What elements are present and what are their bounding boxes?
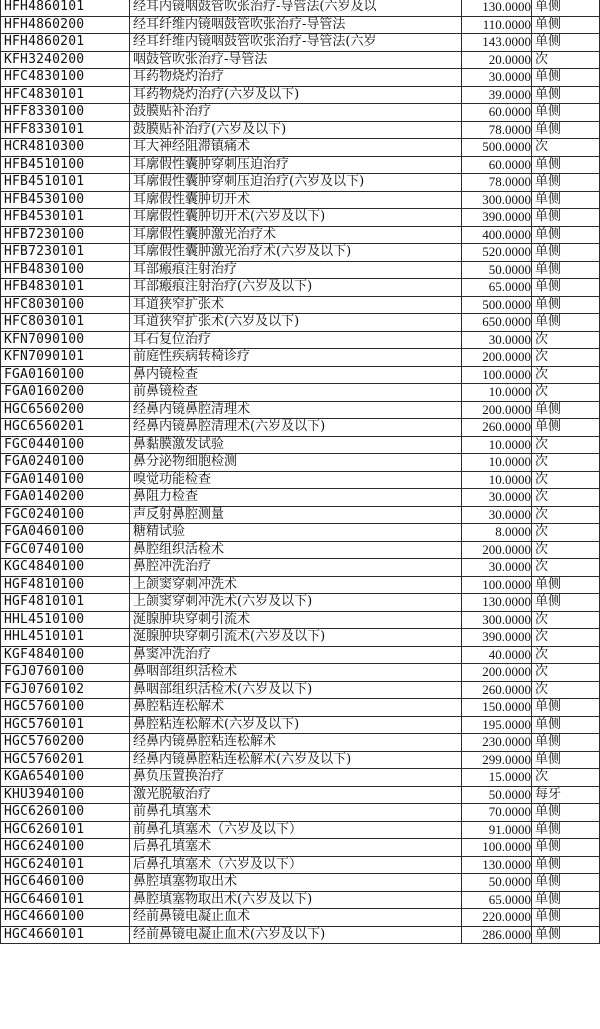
table-row — [1, 786, 600, 804]
item-name-cell: 耳部瘢痕注射治疗(六岁及以下) — [130, 279, 462, 297]
unit-cell: 单侧 — [532, 699, 600, 717]
table-row — [1, 314, 600, 332]
item-code-cell: FGA0460100 — [1, 524, 130, 542]
price-cell: 390.0000 — [462, 209, 532, 227]
item-name-cell: 涎腺肿块穿刺引流术(六岁及以下) — [130, 629, 462, 647]
price-cell: 15.0000 — [462, 769, 532, 787]
table-row — [1, 541, 600, 559]
item-code-cell: HGC6560201 — [1, 419, 130, 437]
table-row — [1, 349, 600, 367]
price-cell: 30.0000 — [462, 559, 532, 577]
unit-cell: 次 — [532, 611, 600, 629]
table-row — [1, 51, 600, 69]
item-code-cell: HGC5760200 — [1, 734, 130, 752]
item-name-cell: 经鼻内镜鼻腔清理术(六岁及以下) — [130, 419, 462, 437]
item-name-cell: 耳大神经阻滞镇痛术 — [130, 139, 462, 157]
table-row — [1, 401, 600, 419]
item-code-cell: KFN7090100 — [1, 331, 130, 349]
table-row — [1, 419, 600, 437]
unit-cell: 单侧 — [532, 821, 600, 839]
item-code-cell: HFB4530100 — [1, 191, 130, 209]
table-row — [1, 209, 600, 227]
unit-cell: 单侧 — [532, 296, 600, 314]
item-name-cell: 鼻咽部组织活检术 — [130, 664, 462, 682]
item-code-cell: FGJ0760102 — [1, 681, 130, 699]
item-name-cell: 鼻腔组织活检术 — [130, 541, 462, 559]
price-cell: 78.0000 — [462, 121, 532, 139]
table-row — [1, 366, 600, 384]
price-cell: 300.0000 — [462, 611, 532, 629]
item-code-cell: HFH4860200 — [1, 16, 130, 34]
item-code-cell: HGC4660101 — [1, 926, 130, 944]
price-cell: 30.0000 — [462, 489, 532, 507]
price-cell: 50.0000 — [462, 786, 532, 804]
table-row — [1, 296, 600, 314]
item-code-cell: HFB7230100 — [1, 226, 130, 244]
price-cell: 60.0000 — [462, 156, 532, 174]
price-cell: 220.0000 — [462, 909, 532, 927]
item-name-cell: 耳药物烧灼治疗 — [130, 69, 462, 87]
price-cell: 500.0000 — [462, 296, 532, 314]
item-code-cell: FGA0160200 — [1, 384, 130, 402]
item-code-cell: HGC5760201 — [1, 751, 130, 769]
price-cell: 130.0000 — [462, 0, 532, 16]
table-row — [1, 594, 600, 612]
price-cell: 91.0000 — [462, 821, 532, 839]
table-row — [1, 821, 600, 839]
unit-cell: 次 — [532, 629, 600, 647]
table-row — [1, 331, 600, 349]
price-cell: 299.0000 — [462, 751, 532, 769]
item-code-cell: KGA6540100 — [1, 769, 130, 787]
table-row — [1, 226, 600, 244]
table-row — [1, 524, 600, 542]
item-name-cell: 前鼻镜检查 — [130, 384, 462, 402]
unit-cell: 单侧 — [532, 209, 600, 227]
table-row — [1, 646, 600, 664]
item-code-cell: HFC8030101 — [1, 314, 130, 332]
price-cell: 500.0000 — [462, 139, 532, 157]
item-code-cell: HGC6260101 — [1, 821, 130, 839]
item-code-cell: FGC0740100 — [1, 541, 130, 559]
item-name-cell: 鼻腔粘连松解术 — [130, 699, 462, 717]
item-name-cell: 激光脱敏治疗 — [130, 786, 462, 804]
item-code-cell: FGA0240100 — [1, 454, 130, 472]
price-cell: 130.0000 — [462, 856, 532, 874]
item-code-cell: HFH4860101 — [1, 0, 130, 16]
item-code-cell: FGJ0760100 — [1, 664, 130, 682]
table-row — [1, 891, 600, 909]
table-row — [1, 856, 600, 874]
item-name-cell: 上颌窦穿刺冲洗术 — [130, 576, 462, 594]
price-cell: 200.0000 — [462, 401, 532, 419]
unit-cell: 单侧 — [532, 104, 600, 122]
price-cell: 30.0000 — [462, 69, 532, 87]
item-code-cell: HGC6460100 — [1, 874, 130, 892]
unit-cell: 单侧 — [532, 156, 600, 174]
item-name-cell: 鼻黏膜激发试验 — [130, 436, 462, 454]
item-code-cell: HFB4510100 — [1, 156, 130, 174]
item-name-cell: 耳廓假性囊肿激光治疗术(六岁及以下) — [130, 244, 462, 262]
item-code-cell: FGC0440100 — [1, 436, 130, 454]
table-row — [1, 454, 600, 472]
item-code-cell: HFB4530101 — [1, 209, 130, 227]
unit-cell: 单侧 — [532, 856, 600, 874]
item-code-cell: HGC6260100 — [1, 804, 130, 822]
price-cell: 300.0000 — [462, 191, 532, 209]
price-cell: 200.0000 — [462, 664, 532, 682]
item-code-cell: HFC8030100 — [1, 296, 130, 314]
price-cell: 390.0000 — [462, 629, 532, 647]
unit-cell: 单侧 — [532, 734, 600, 752]
item-name-cell: 鼓膜贴补治疗 — [130, 104, 462, 122]
unit-cell: 次 — [532, 436, 600, 454]
unit-cell: 单侧 — [532, 244, 600, 262]
unit-cell: 次 — [532, 384, 600, 402]
item-name-cell: 鼻腔冲洗治疗 — [130, 559, 462, 577]
table-row — [1, 174, 600, 192]
item-name-cell: 前鼻孔填塞术 — [130, 804, 462, 822]
price-cell: 200.0000 — [462, 541, 532, 559]
price-cell: 65.0000 — [462, 891, 532, 909]
unit-cell: 单侧 — [532, 16, 600, 34]
table-body — [1, 0, 600, 944]
table-row — [1, 751, 600, 769]
price-cell: 10.0000 — [462, 454, 532, 472]
unit-cell: 单侧 — [532, 716, 600, 734]
item-name-cell: 经鼻内镜鼻腔清理术 — [130, 401, 462, 419]
item-code-cell: KFN7090101 — [1, 349, 130, 367]
price-cell: 130.0000 — [462, 594, 532, 612]
price-cell: 78.0000 — [462, 174, 532, 192]
price-cell: 30.0000 — [462, 331, 532, 349]
table-row — [1, 664, 600, 682]
table-row — [1, 716, 600, 734]
price-cell: 286.0000 — [462, 926, 532, 944]
table-row — [1, 489, 600, 507]
item-code-cell: HGC6240101 — [1, 856, 130, 874]
item-code-cell: HFC4830101 — [1, 86, 130, 104]
unit-cell: 单侧 — [532, 874, 600, 892]
item-name-cell: 经耳内镜咽鼓管吹张治疗-导管法(六岁及以 — [130, 0, 462, 16]
item-code-cell: FGA0140200 — [1, 489, 130, 507]
item-code-cell: HHL4510100 — [1, 611, 130, 629]
price-cell: 10.0000 — [462, 384, 532, 402]
table-row — [1, 926, 600, 944]
item-name-cell: 咽鼓管吹张治疗-导管法 — [130, 51, 462, 69]
table-row — [1, 0, 600, 16]
unit-cell: 次 — [532, 139, 600, 157]
item-name-cell: 耳廓假性囊肿切开术 — [130, 191, 462, 209]
unit-cell: 单侧 — [532, 226, 600, 244]
item-code-cell: KHU3940100 — [1, 786, 130, 804]
price-cell: 100.0000 — [462, 366, 532, 384]
item-code-cell: FGA0160100 — [1, 366, 130, 384]
item-code-cell: HGC5760101 — [1, 716, 130, 734]
item-code-cell: HFB7230101 — [1, 244, 130, 262]
unit-cell: 单侧 — [532, 0, 600, 16]
item-code-cell: HFB4830101 — [1, 279, 130, 297]
item-code-cell: HFC4830100 — [1, 69, 130, 87]
item-name-cell: 经耳纤维内镜咽鼓管吹张治疗-导管法 — [130, 16, 462, 34]
item-code-cell: HGC4660100 — [1, 909, 130, 927]
price-cell: 10.0000 — [462, 436, 532, 454]
price-cell: 150.0000 — [462, 699, 532, 717]
item-name-cell: 耳廓假性囊肿穿刺压迫治疗 — [130, 156, 462, 174]
table-row — [1, 191, 600, 209]
unit-cell: 次 — [532, 524, 600, 542]
item-name-cell: 耳部瘢痕注射治疗 — [130, 261, 462, 279]
item-code-cell: HFH4860201 — [1, 34, 130, 52]
item-code-cell: KGC4840100 — [1, 559, 130, 577]
unit-cell: 单侧 — [532, 279, 600, 297]
price-cell: 20.0000 — [462, 51, 532, 69]
item-name-cell: 嗅觉功能检查 — [130, 471, 462, 489]
unit-cell: 次 — [532, 51, 600, 69]
unit-cell: 单侧 — [532, 261, 600, 279]
item-name-cell: 耳药物烧灼治疗(六岁及以下) — [130, 86, 462, 104]
price-cell: 70.0000 — [462, 804, 532, 822]
price-cell: 50.0000 — [462, 261, 532, 279]
table-row — [1, 121, 600, 139]
item-name-cell: 鼻腔填塞物取出术(六岁及以下) — [130, 891, 462, 909]
price-cell: 110.0000 — [462, 16, 532, 34]
table-row — [1, 104, 600, 122]
table-row — [1, 681, 600, 699]
item-code-cell: HFB4830100 — [1, 261, 130, 279]
unit-cell: 单侧 — [532, 891, 600, 909]
price-cell: 8.0000 — [462, 524, 532, 542]
item-name-cell: 经耳纤维内镜咽鼓管吹张治疗-导管法(六岁 — [130, 34, 462, 52]
item-code-cell: FGA0140100 — [1, 471, 130, 489]
item-name-cell: 鼻负压置换治疗 — [130, 769, 462, 787]
unit-cell: 次 — [532, 366, 600, 384]
unit-cell: 次 — [532, 559, 600, 577]
unit-cell: 单侧 — [532, 839, 600, 857]
item-name-cell: 经鼻内镜鼻腔粘连松解术(六岁及以下) — [130, 751, 462, 769]
unit-cell: 次 — [532, 454, 600, 472]
unit-cell: 次 — [532, 471, 600, 489]
unit-cell: 次 — [532, 541, 600, 559]
item-code-cell: HFF8330100 — [1, 104, 130, 122]
item-name-cell: 声反射鼻腔测量 — [130, 506, 462, 524]
price-cell: 39.0000 — [462, 86, 532, 104]
price-cell: 230.0000 — [462, 734, 532, 752]
item-name-cell: 鼓膜贴补治疗(六岁及以下) — [130, 121, 462, 139]
price-cell: 60.0000 — [462, 104, 532, 122]
item-code-cell: HCR4810300 — [1, 139, 130, 157]
table-row — [1, 34, 600, 52]
unit-cell: 单侧 — [532, 34, 600, 52]
unit-cell: 单侧 — [532, 804, 600, 822]
table-row — [1, 611, 600, 629]
item-code-cell: KFH3240200 — [1, 51, 130, 69]
price-cell: 260.0000 — [462, 681, 532, 699]
item-name-cell: 经前鼻镜电凝止血术(六岁及以下) — [130, 926, 462, 944]
unit-cell: 次 — [532, 681, 600, 699]
item-name-cell: 耳廓假性囊肿切开术(六岁及以下) — [130, 209, 462, 227]
item-name-cell: 后鼻孔填塞术（六岁及以下） — [130, 856, 462, 874]
price-cell: 520.0000 — [462, 244, 532, 262]
unit-cell: 单侧 — [532, 401, 600, 419]
item-code-cell: HGC5760100 — [1, 699, 130, 717]
unit-cell: 单侧 — [532, 909, 600, 927]
table-row — [1, 576, 600, 594]
item-name-cell: 耳廓假性囊肿激光治疗术 — [130, 226, 462, 244]
item-code-cell: HGC6560200 — [1, 401, 130, 419]
unit-cell: 单侧 — [532, 191, 600, 209]
table-row — [1, 436, 600, 454]
unit-cell: 单侧 — [532, 926, 600, 944]
price-cell: 10.0000 — [462, 471, 532, 489]
unit-cell: 次 — [532, 349, 600, 367]
table-row — [1, 874, 600, 892]
price-cell: 650.0000 — [462, 314, 532, 332]
unit-cell: 单侧 — [532, 594, 600, 612]
unit-cell: 单侧 — [532, 69, 600, 87]
price-cell: 143.0000 — [462, 34, 532, 52]
item-name-cell: 前庭性疾病转椅诊疗 — [130, 349, 462, 367]
table-row — [1, 699, 600, 717]
price-cell: 400.0000 — [462, 226, 532, 244]
item-name-cell: 鼻内镜检查 — [130, 366, 462, 384]
table-row — [1, 559, 600, 577]
unit-cell: 单侧 — [532, 751, 600, 769]
table-row — [1, 244, 600, 262]
item-name-cell: 鼻腔填塞物取出术 — [130, 874, 462, 892]
table-row — [1, 769, 600, 787]
item-name-cell: 经鼻内镜鼻腔粘连松解术 — [130, 734, 462, 752]
table-row — [1, 734, 600, 752]
item-code-cell: FGC0240100 — [1, 506, 130, 524]
table-row — [1, 804, 600, 822]
item-name-cell: 耳道狭窄扩张术 — [130, 296, 462, 314]
item-name-cell: 鼻阻力检查 — [130, 489, 462, 507]
unit-cell: 次 — [532, 664, 600, 682]
price-cell: 195.0000 — [462, 716, 532, 734]
item-name-cell: 耳道狭窄扩张术(六岁及以下) — [130, 314, 462, 332]
price-cell: 50.0000 — [462, 874, 532, 892]
item-name-cell: 耳廓假性囊肿穿刺压迫治疗(六岁及以下) — [130, 174, 462, 192]
item-name-cell: 耳石复位治疗 — [130, 331, 462, 349]
item-name-cell: 经前鼻镜电凝止血术 — [130, 909, 462, 927]
item-name-cell: 前鼻孔填塞术（六岁及以下） — [130, 821, 462, 839]
price-cell: 260.0000 — [462, 419, 532, 437]
item-name-cell: 后鼻孔填塞术 — [130, 839, 462, 857]
unit-cell: 次 — [532, 331, 600, 349]
table-row — [1, 261, 600, 279]
table-row — [1, 69, 600, 87]
table-row — [1, 139, 600, 157]
table-row — [1, 156, 600, 174]
item-name-cell: 鼻咽部组织活检术(六岁及以下) — [130, 681, 462, 699]
table-row — [1, 86, 600, 104]
table-row — [1, 279, 600, 297]
item-name-cell: 鼻分泌物细胞检测 — [130, 454, 462, 472]
unit-cell: 单侧 — [532, 419, 600, 437]
unit-cell: 单侧 — [532, 174, 600, 192]
item-name-cell: 鼻窦冲洗治疗 — [130, 646, 462, 664]
table-row — [1, 839, 600, 857]
item-code-cell: HGF4810100 — [1, 576, 130, 594]
price-cell: 100.0000 — [462, 839, 532, 857]
table-row — [1, 471, 600, 489]
item-code-cell: KGF4840100 — [1, 646, 130, 664]
table-row — [1, 16, 600, 34]
table-row — [1, 506, 600, 524]
table-row — [1, 909, 600, 927]
table-row — [1, 384, 600, 402]
item-code-cell: HHL4510101 — [1, 629, 130, 647]
unit-cell: 单侧 — [532, 314, 600, 332]
unit-cell: 次 — [532, 489, 600, 507]
unit-cell: 单侧 — [532, 576, 600, 594]
price-cell: 200.0000 — [462, 349, 532, 367]
item-name-cell: 上颌窦穿刺冲洗术(六岁及以下) — [130, 594, 462, 612]
item-code-cell: HGC6240100 — [1, 839, 130, 857]
item-code-cell: HGF4810101 — [1, 594, 130, 612]
price-cell: 100.0000 — [462, 576, 532, 594]
item-name-cell: 涎腺肿块穿刺引流术 — [130, 611, 462, 629]
price-cell: 40.0000 — [462, 646, 532, 664]
unit-cell: 次 — [532, 769, 600, 787]
item-name-cell: 糖精试验 — [130, 524, 462, 542]
price-cell: 30.0000 — [462, 506, 532, 524]
item-name-cell: 鼻腔粘连松解术(六岁及以下) — [130, 716, 462, 734]
unit-cell: 次 — [532, 646, 600, 664]
item-code-cell: HFF8330101 — [1, 121, 130, 139]
unit-cell: 次 — [532, 506, 600, 524]
item-code-cell: HFB4510101 — [1, 174, 130, 192]
unit-cell: 单侧 — [532, 121, 600, 139]
item-code-cell: HGC6460101 — [1, 891, 130, 909]
unit-cell: 每牙 — [532, 786, 600, 804]
unit-cell: 单侧 — [532, 86, 600, 104]
price-cell: 65.0000 — [462, 279, 532, 297]
table-row — [1, 629, 600, 647]
